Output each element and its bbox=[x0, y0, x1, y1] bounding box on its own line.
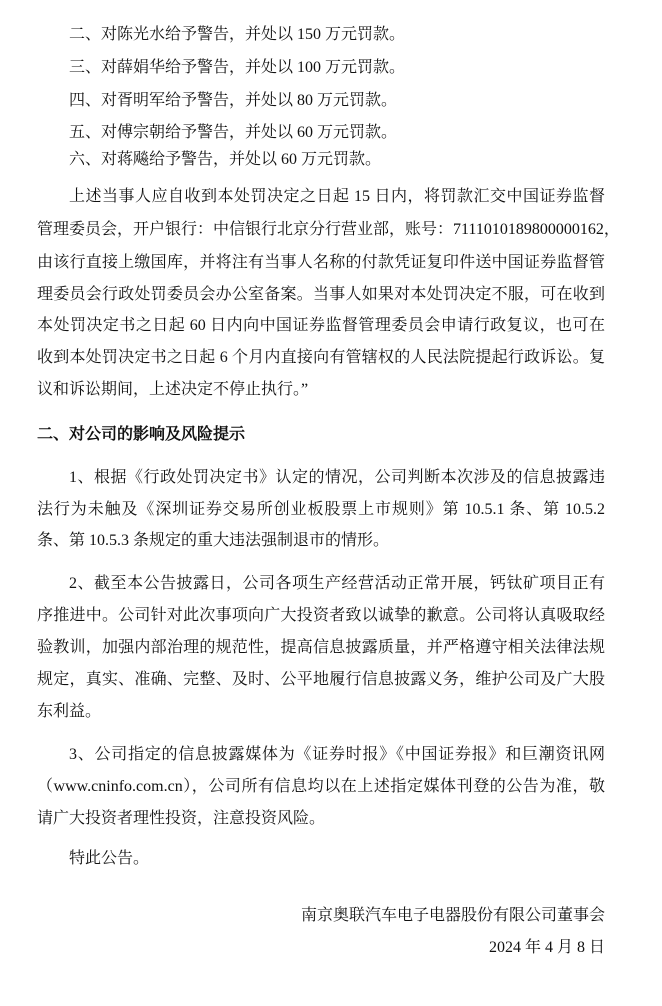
payment-paragraph-line: 理委员会行政处罚委员会办公室备案。当事人如果对本处罚决定不服，可在收到 bbox=[37, 286, 605, 303]
item2-line: 规定，真实、准确、完整、及时、公平地履行信息披露义务，维护公司及广大股 bbox=[37, 671, 605, 688]
payment-paragraph-line: 本处罚决定书之日起 60 日内向中国证券监督管理委员会申请行政复议，也可在 bbox=[37, 317, 605, 334]
payment-paragraph-line: 管理委员会，开户银行：中信银行北京分行营业部，账号：7111010189800000162， bbox=[37, 221, 620, 238]
item3-line: 请广大投资者理性投资，注意投资风险。 bbox=[37, 810, 326, 827]
penalty-item: 三、对薛娟华给予警告，并处以 100 万元罚款。 bbox=[69, 59, 406, 76]
item2-line: 验教训，加强内部治理的规范性，提高信息披露质量，并严格遵守相关法律法规 bbox=[37, 639, 605, 656]
payment-paragraph-line: 议和诉讼期间，上述决定不停止执行。” bbox=[37, 381, 309, 398]
payment-paragraph-line: 上述当事人应自收到本处罚决定之日起 15 日内，将罚款汇交中国证券监督 bbox=[69, 188, 605, 205]
penalty-item: 二、对陈光水给予警告，并处以 150 万元罚款。 bbox=[69, 26, 406, 43]
signature-date: 2024 年 4 月 8 日 bbox=[488, 939, 605, 956]
penalty-item: 四、对胥明军给予警告，并处以 80 万元罚款。 bbox=[69, 92, 398, 109]
payment-paragraph-line: 由该行直接上缴国库，并将注有当事人名称的付款凭证复印件送中国证券监督管 bbox=[37, 254, 605, 271]
payment-paragraph-line: 收到本处罚决定书之日起 6 个月内直接向有管辖权的人民法院提起行政诉讼。复 bbox=[37, 349, 605, 366]
item2-line: 2、截至本公告披露日，公司各项生产经营活动正常开展，钙钛矿项目正有 bbox=[69, 575, 605, 592]
item2-line: 序推进中。公司针对此次事项向广大投资者致以诚挚的歉意。公司将认真吸取经 bbox=[37, 607, 605, 624]
item1-line: 法行为未触及《深圳证券交易所创业板股票上市规则》第 10.5.1 条、第 10.5.2 bbox=[37, 501, 605, 518]
item1-line: 1、根据《行政处罚决定书》认定的情况，公司判断本次涉及的信息披露违 bbox=[69, 469, 605, 486]
closing-text: 特此公告。 bbox=[69, 850, 150, 867]
section-heading: 二、对公司的影响及风险提示 bbox=[37, 426, 246, 443]
item3-line: （www.cninfo.com.cn），公司所有信息均以在上述指定媒体刊登的公告为准，敬 bbox=[37, 778, 605, 795]
penalty-item: 六、对蒋飚给予警告，并处以 60 万元罚款。 bbox=[69, 151, 382, 168]
signature-company: 南京奥联汽车电子电器股份有限公司董事会 bbox=[300, 907, 605, 924]
item2-line: 东利益。 bbox=[37, 703, 102, 720]
item3-line: 3、公司指定的信息披露媒体为《证券时报》《中国证券报》和巨潮资讯网 bbox=[69, 746, 605, 763]
penalty-item: 五、对傅宗朝给予警告，并处以 60 万元罚款。 bbox=[69, 124, 398, 141]
item1-line: 条、第 10.5.3 条规定的重大违法强制退市的情形。 bbox=[37, 532, 390, 549]
